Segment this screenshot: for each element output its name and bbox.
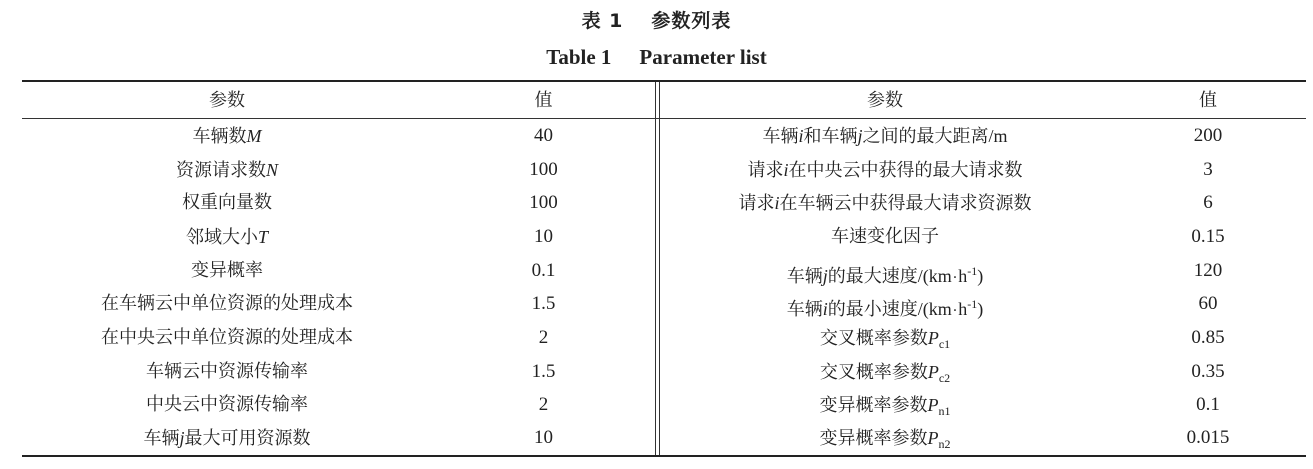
table-row-param: 交叉概率参数$P_{c1}$ xyxy=(819,328,951,351)
table-bottom-rule xyxy=(22,455,1306,457)
table-row-param: 车辆i的最小速度$/(km\cdot h^{-1})$ xyxy=(786,297,984,320)
table-row-value: 1.5 xyxy=(531,293,556,314)
table-row-param: 在车辆云中单位资源的处理成本 xyxy=(101,293,353,314)
table-caption-en xyxy=(0,45,1313,71)
table-row-param: 中央云中资源传输率 xyxy=(146,394,308,415)
table-row-value: 40 xyxy=(534,125,553,146)
table-row-param: 变异概率参数$P_{n2}$ xyxy=(819,428,951,451)
table-row-value: 100 xyxy=(529,192,558,213)
table-row-param: 资源请求数N xyxy=(175,160,278,181)
table-row-param: 在中央云中单位资源的处理成本 xyxy=(101,327,353,348)
table-row-value: 10 xyxy=(534,427,553,448)
table-row-value: 200 xyxy=(1193,125,1223,146)
table-top-rule xyxy=(22,80,1306,82)
table-row-param: 车辆云中资源传输率 xyxy=(146,361,308,382)
table-row-value: 120 xyxy=(1193,260,1223,281)
caption-cn-number: 表 1 xyxy=(581,10,624,32)
table-row-param: 车辆j最大可用资源数 xyxy=(143,428,311,449)
header-left-param: 参数 xyxy=(209,90,245,111)
column-divider xyxy=(655,82,656,455)
table-caption-cn xyxy=(0,6,1313,32)
table-row-value: 0.1 xyxy=(1196,394,1220,415)
table-row-value: 1.5 xyxy=(531,361,556,382)
table-row-value: 0.015 xyxy=(1186,427,1230,448)
table-row-value: 2 xyxy=(538,394,549,415)
table-row-param: 邻域大小T xyxy=(185,227,268,248)
table-row-param: 车辆j的最大速度$/(km\cdot h^{-1})$ xyxy=(786,264,984,287)
header-right-param: 参数 xyxy=(867,90,903,111)
table-row-value: 10 xyxy=(534,226,553,247)
table-row-value: 60 xyxy=(1198,293,1218,314)
table-row-value: 100 xyxy=(529,159,558,180)
table-row-param: 交叉概率参数$P_{c2}$ xyxy=(819,362,951,385)
caption-cn-title: 参数列表 xyxy=(651,10,732,32)
table-row-param: 车辆i和车辆j之间的最大距离/m xyxy=(762,126,1008,147)
table-row-value: 2 xyxy=(538,327,549,348)
table-row-param: 请求i在中央云中获得的最大请求数 xyxy=(747,160,1023,181)
table-row-value: 0.15 xyxy=(1191,226,1225,247)
table-row-param: 权重向量数 xyxy=(182,192,272,213)
header-right-value: 值 xyxy=(1199,90,1217,111)
table-row-value: 6 xyxy=(1203,192,1213,213)
table-row-param: 车速变化因子 xyxy=(831,226,939,247)
caption-en-number: Table 1 xyxy=(546,45,612,69)
table-row-param: 车辆数M xyxy=(192,126,262,147)
table-row-value: 3 xyxy=(1203,159,1213,180)
table-row-param: 变异概率 xyxy=(191,260,263,281)
table-row-value: 0.85 xyxy=(1191,327,1225,348)
table-row-param: 变异概率参数$P_{n1}$ xyxy=(819,395,951,418)
table-row-value: 0.1 xyxy=(531,260,556,281)
header-left-value: 值 xyxy=(534,90,553,111)
table-row-param: 请求i在车辆云中获得最大请求资源数 xyxy=(738,193,1032,214)
caption-en-title: Parameter list xyxy=(639,45,767,69)
table-row-value: 0.35 xyxy=(1191,361,1225,382)
